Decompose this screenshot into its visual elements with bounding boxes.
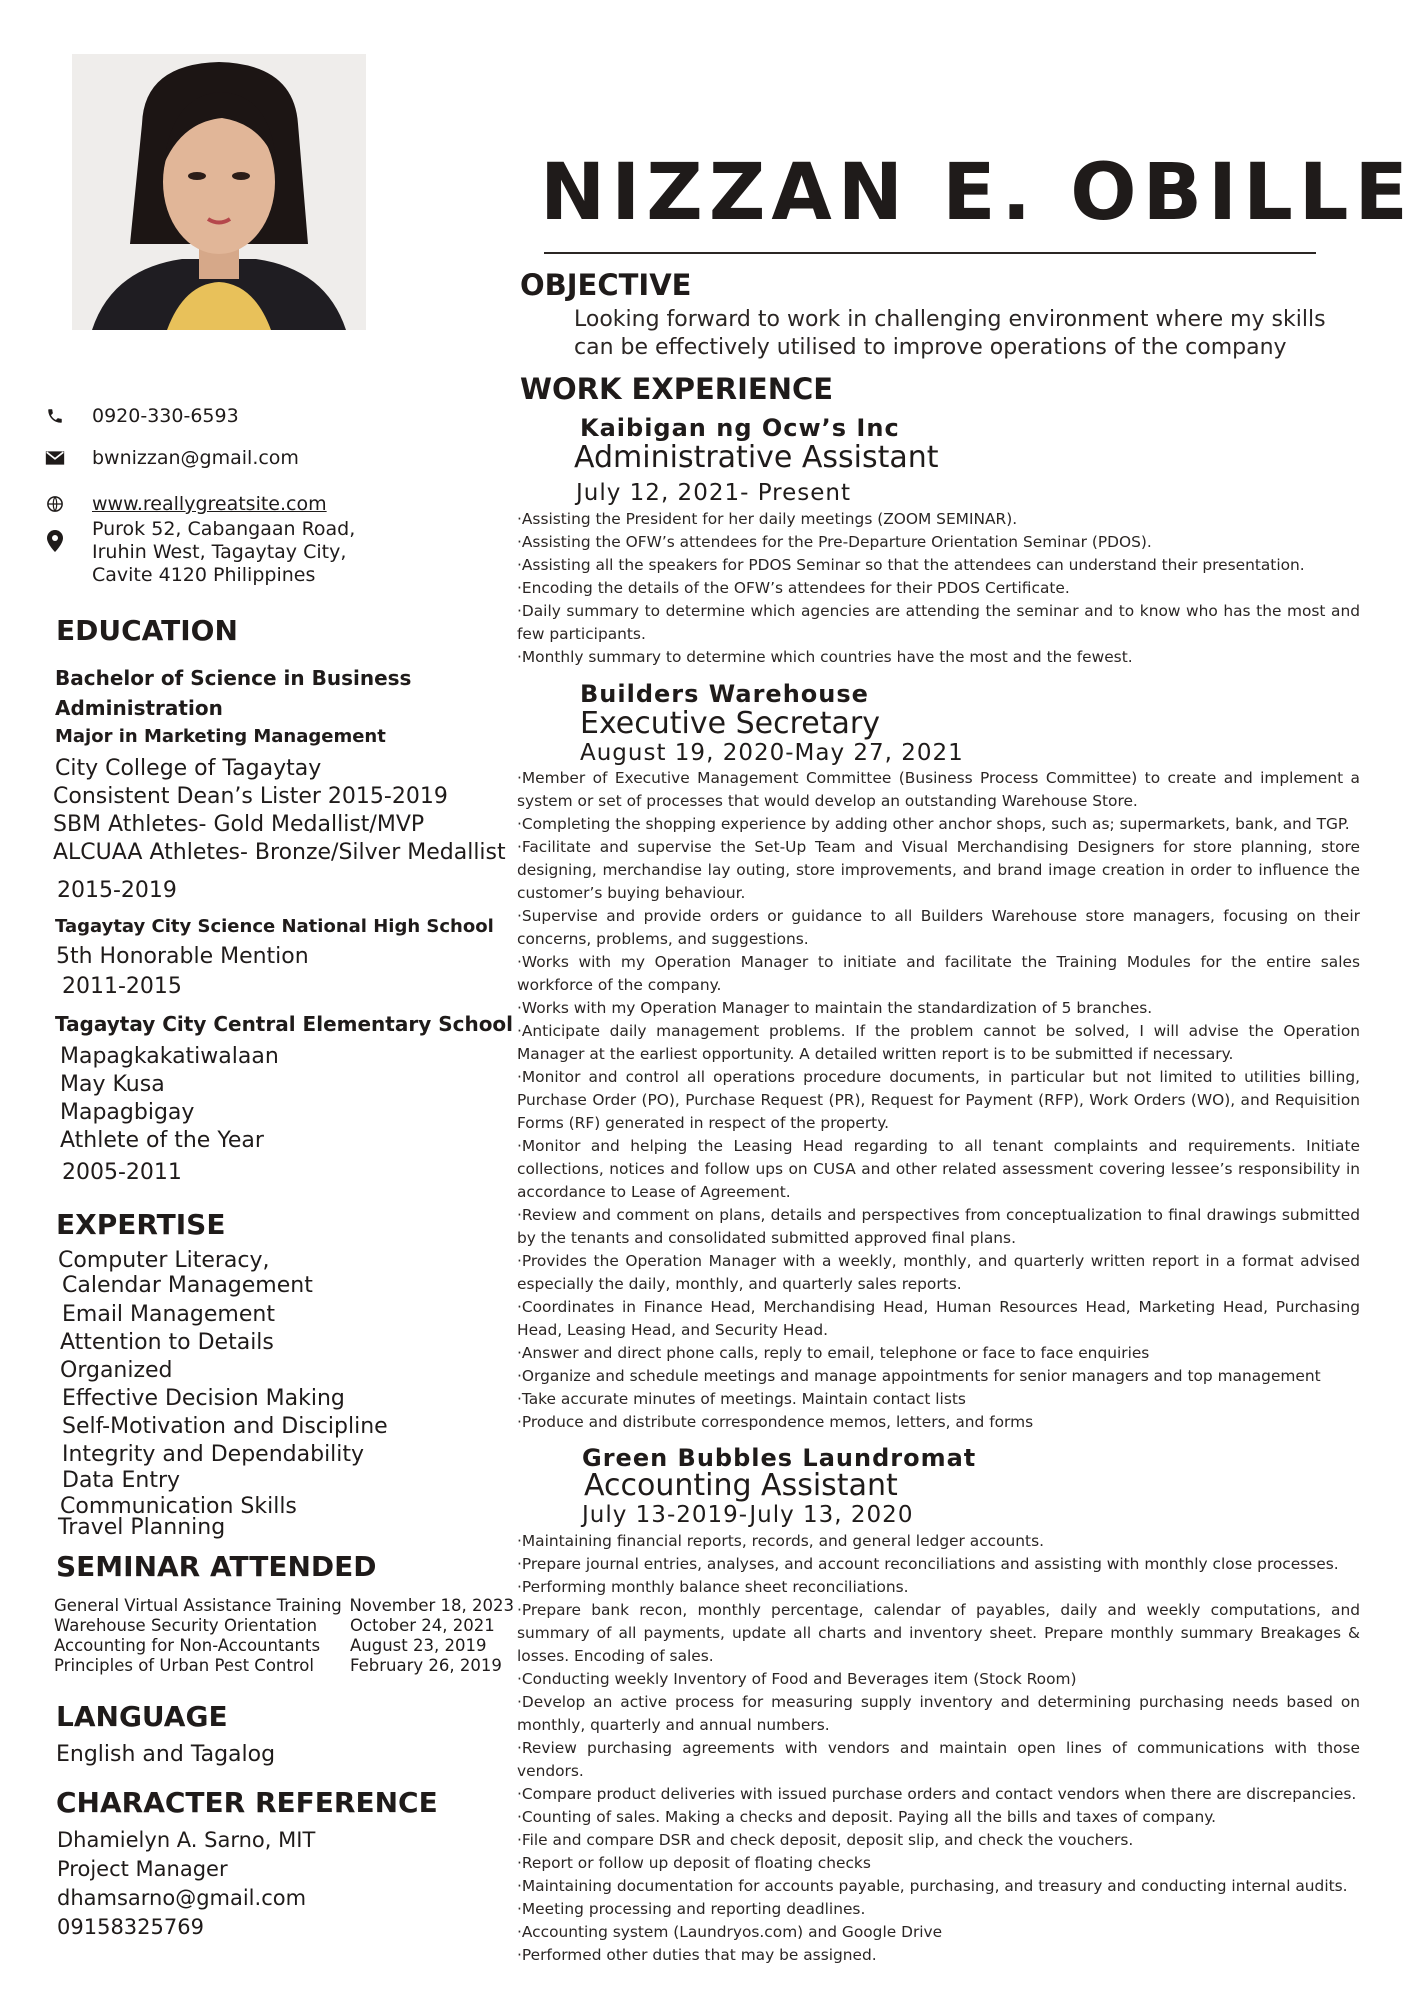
reference-block: [57, 1826, 315, 1942]
job-duties: [517, 508, 1360, 669]
expertise-list: [58, 1248, 388, 1540]
job-company: Green Bubbles Laundromat: [582, 1444, 977, 1472]
elementary-award: May Kusa: [60, 1072, 165, 1097]
expertise-item: Computer Literacy,: [58, 1248, 270, 1273]
seminar-title: General Virtual Assistance Training: [54, 1596, 342, 1615]
duty-item: ·Coordinates in Finance Head, Merchandising Head, Human Resources Head, Marketing Head, Purchasing Head, Leasing Head, and Security Head.: [517, 1298, 1360, 1339]
duty-item: ·Performed other duties that may be assigned.: [517, 1946, 877, 1964]
seminar-date: October 24, 2021: [350, 1616, 495, 1635]
highschool-years: 2011-2015: [62, 974, 182, 999]
duty-item: ·Works with my Operation Manager to maintain the standardization of 5 branches.: [517, 999, 1153, 1017]
phone-icon: [40, 407, 70, 425]
duty-item: ·Review and comment on plans, details and perspectives from conceptualization to final drawings submitted by the tenants and consolidated submitted approved final plans.: [517, 1206, 1360, 1247]
highschool-name: Tagaytay City Science National High School: [55, 916, 494, 937]
college-detail: ALCUAA Athletes- Bronze/Silver Medallist: [53, 840, 506, 865]
job-dates: July 12, 2021- Present: [576, 480, 851, 506]
duty-item: ·Monitor and helping the Leasing Head regarding to all tenant complaints and requirements. Initiate collections, notices and follow ups on CUSA and other related assessment covering lessee’s responsibility in accordance to Lease of Agreement.: [517, 1137, 1360, 1201]
degree-line: Bachelor of Science in Business: [55, 666, 412, 690]
duty-item: ·Organize and schedule meetings and manage appointments for senior managers and top management: [517, 1367, 1321, 1385]
duty-item: ·Counting of sales. Making a checks and deposit. Paying all the bills and taxes of company.: [517, 1808, 1217, 1826]
duty-item: ·Member of Executive Management Committee (Business Process Committee) to create and implement a system or set of processes that would develop an outstanding Warehouse Store.: [517, 769, 1360, 810]
reference-title: Project Manager: [57, 1857, 228, 1881]
job-dates: August 19, 2020-May 27, 2021: [580, 740, 964, 766]
college-detail: SBM Athletes- Gold Medallist/MVP: [53, 812, 425, 837]
job-role: Administrative Assistant: [574, 440, 939, 475]
expertise-item: Data Entry: [62, 1468, 181, 1493]
expertise-item: Attention to Details: [60, 1330, 274, 1355]
seminar-row: [54, 1596, 514, 1616]
duty-item: ·Monthly summary to determine which countries have the most and the fewest.: [517, 648, 1133, 666]
email-address[interactable]: bwnizzan@gmail.com: [92, 447, 299, 469]
duty-item: ·Develop an active process for measuring supply inventory and determining purchasing needs based on monthly, quarterly and annual numbers.: [517, 1693, 1360, 1734]
job-company: Kaibigan ng Ocw’s Inc: [580, 414, 900, 442]
job-dates: July 13-2019-July 13, 2020: [582, 1502, 914, 1528]
major: Major in Marketing Management: [55, 726, 386, 747]
expertise-item: Email Management: [62, 1302, 275, 1327]
duty-item: ·Prepare bank recon, monthly percentage, calendar of payables, daily and weekly computations, and summary of all payments, update all charts and inventory sheet. Prepare monthly summary Breakages & losses. Encoding of sales.: [517, 1601, 1360, 1665]
expertise-item: Organized: [60, 1358, 173, 1383]
profile-portrait: [72, 54, 366, 330]
elementary-name: Tagaytay City Central Elementary School: [55, 1012, 514, 1036]
duty-item: ·Facilitate and supervise the Set-Up Team and Visual Merchandising Designers for store planning, store designing, merchandise lay outing, store improvements, and brand image creation in order to influence the customer’s buying behaviour.: [517, 838, 1360, 902]
job-duties: [517, 767, 1360, 1434]
work-heading: WORK EXPERIENCE: [520, 372, 834, 406]
duty-item: ·Daily summary to determine which agencies are attending the seminar and to know who has the most and few participants.: [517, 602, 1360, 643]
duty-item: ·Maintaining documentation for accounts payable, purchasing, and treasury and conducting internal audits.: [517, 1877, 1348, 1895]
phone-number: 0920-330-6593: [92, 405, 239, 427]
duty-item: ·Prepare journal entries, analyses, and account reconciliations and assisting with monthly close processes.: [517, 1555, 1339, 1573]
duty-item: ·Take accurate minutes of meetings. Maintain contact lists: [517, 1390, 966, 1408]
seminar-title: Warehouse Security Orientation: [54, 1616, 318, 1635]
address-line: Purok 52, Cabangaan Road,: [92, 518, 356, 540]
duty-item: ·Completing the shopping experience by adding other anchor shops, such as; supermarkets, bank, and TGP.: [517, 815, 1350, 833]
address: [92, 518, 355, 587]
expertise-item: Communication Skills: [60, 1494, 297, 1519]
duty-item: ·Assisting all the speakers for PDOS Seminar so that the attendees can understand their presentation.: [517, 556, 1305, 574]
profile-photo: [72, 54, 366, 330]
job-duties: [517, 1530, 1360, 1967]
objective-text: Looking forward to work in challenging environment where my skills can be effectively utilised to improve operations of the company: [574, 307, 1326, 360]
reference-name: Dhamielyn A. Sarno, MIT: [57, 1828, 316, 1852]
elementary-years: 2005-2011: [62, 1160, 182, 1185]
seminar-date: August 23, 2019: [350, 1636, 487, 1655]
duty-item: ·Answer and direct phone calls, reply to email, telephone or face to face enquiries: [517, 1344, 1150, 1362]
candidate-name: NIZZAN E. OBILLE: [540, 148, 1414, 238]
contact-email-row: [40, 444, 500, 472]
duty-item: ·Accounting system (Laundryos.com) and Google Drive: [517, 1923, 943, 1941]
duty-item: ·Maintaining financial reports, records, and general ledger accounts.: [517, 1532, 1045, 1550]
elementary-award: Mapagbigay: [60, 1100, 195, 1125]
seminar-row: [54, 1656, 514, 1676]
college-school: City College of Tagaytay: [55, 756, 322, 781]
website-link[interactable]: www.reallygreatsite.com: [92, 493, 327, 515]
duty-item: ·Supervise and provide orders or guidance to all Builders Warehouse store managers, focusing on their concerns, problems, and suggestions.: [517, 907, 1360, 948]
job-company: Builders Warehouse: [580, 680, 869, 708]
expertise-item: Self-Motivation and Discipline: [62, 1414, 388, 1439]
duty-item: ·Review purchasing agreements with vendors and maintain open lines of communications with those vendors.: [517, 1739, 1360, 1780]
language-heading: LANGUAGE: [56, 1700, 228, 1733]
globe-icon: [40, 495, 70, 513]
expertise-item: Calendar Management: [62, 1273, 313, 1298]
objective-heading: OBJECTIVE: [520, 268, 692, 302]
seminar-date: November 18, 2023: [349, 1596, 514, 1615]
duty-item: ·Report or follow up deposit of floating checks: [517, 1854, 871, 1872]
seminar-date: February 26, 2019: [350, 1656, 502, 1675]
college-years: 2015-2019: [57, 878, 177, 903]
contact-phone-row: [40, 402, 500, 430]
elementary-award: Athlete of the Year: [60, 1128, 264, 1153]
duty-item: ·Provides the Operation Manager with a weekly, monthly, and quarterly written report in a format advised especially the daily, monthly, and quarterly sales reports.: [517, 1252, 1360, 1293]
duty-item: ·Monitor and control all operations procedure documents, in particular but not limited to utilities billing, Purchase Order (PO), Purchase Request (PR), Request for Payment (RFP), Work Orders (WO), and Requisition Forms (RF) generated in respect of the property.: [517, 1068, 1360, 1132]
duty-item: ·Meeting processing and reporting deadlines.: [517, 1900, 866, 1918]
address-line: Cavite 4120 Philippines: [92, 564, 316, 586]
reference-phone: 09158325769: [57, 1915, 204, 1939]
seminar-row: [54, 1616, 514, 1636]
duty-item: ·Conducting weekly Inventory of Food and Beverages item (Stock Room): [517, 1670, 1077, 1688]
duty-item: ·Produce and distribute correspondence memos, letters, and forms: [517, 1413, 1034, 1431]
expertise-item: Travel Planning: [58, 1515, 226, 1540]
reference-email: dhamsarno@gmail.com: [57, 1886, 307, 1910]
expertise-heading: EXPERTISE: [56, 1208, 226, 1241]
expertise-item: Effective Decision Making: [62, 1386, 345, 1411]
job-role: Executive Secretary: [580, 706, 880, 741]
seminar-title: Accounting for Non-Accountants: [54, 1636, 321, 1655]
expertise-item: Integrity and Dependability: [62, 1442, 365, 1467]
contact-website-row: [40, 490, 500, 518]
college-detail: Consistent Dean’s Lister 2015-2019: [53, 784, 448, 809]
duty-item: ·Assisting the OFW’s attendees for the Pre-Departure Orientation Seminar (PDOS).: [517, 533, 1152, 551]
language-value: English and Tagalog: [56, 1742, 276, 1767]
contact-address-row: [40, 518, 500, 587]
address-line: Iruhin West, Tagaytay City,: [92, 541, 347, 563]
reference-heading: CHARACTER REFERENCE: [56, 1786, 438, 1819]
seminar-row: [54, 1636, 514, 1656]
duty-item: ·Encoding the details of the OFW’s attendees for their PDOS Certificate.: [517, 579, 1070, 597]
duty-item: ·Assisting the President for her daily meetings (ZOOM SEMINAR).: [517, 510, 1018, 528]
name-divider: [544, 252, 1316, 254]
education-heading: EDUCATION: [56, 614, 238, 647]
seminar-title: Principles of Urban Pest Control: [54, 1656, 314, 1675]
mail-icon: [40, 450, 70, 466]
location-pin-icon: [40, 518, 70, 587]
highschool-award: 5th Honorable Mention: [56, 944, 309, 969]
duty-item: ·Works with my Operation Manager to initiate and facilitate the Training Modules for the entire sales workforce of the company.: [517, 953, 1360, 994]
duty-item: ·File and compare DSR and check deposit, deposit slip, and check the vouchers.: [517, 1831, 1134, 1849]
seminar-heading: SEMINAR ATTENDED: [56, 1550, 377, 1583]
duty-item: ·Compare product deliveries with issued purchase orders and contact vendors when there are discrepancies.: [517, 1785, 1357, 1803]
job-role: Accounting Assistant: [584, 1468, 898, 1503]
degree-line: Administration: [55, 696, 223, 720]
duty-item: ·Performing monthly balance sheet reconciliations.: [517, 1578, 909, 1596]
elementary-award: Mapagkakatiwalaan: [60, 1044, 279, 1069]
duty-item: ·Anticipate daily management problems. If the problem cannot be solved, I will advise the Operation Manager at the earliest opportunity. A detailed written report is to be submitted if necessary.: [517, 1022, 1360, 1063]
